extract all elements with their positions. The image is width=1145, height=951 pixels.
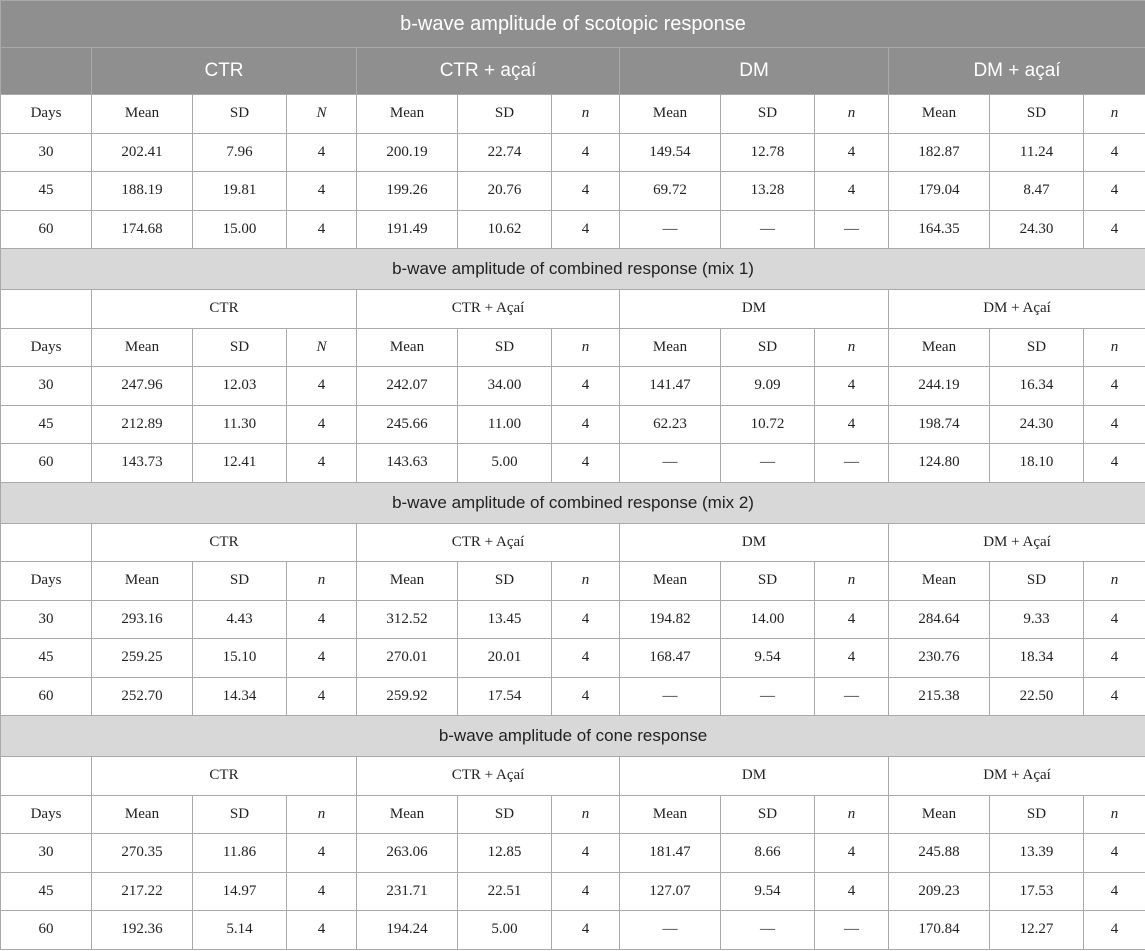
data-cell: 202.41 xyxy=(92,133,193,172)
data-cell: 12.41 xyxy=(193,444,287,483)
column-header: n xyxy=(552,95,620,134)
column-header: n xyxy=(552,795,620,834)
data-cell: 270.35 xyxy=(92,834,193,873)
days-cell: 60 xyxy=(1,911,92,950)
days-cell: 45 xyxy=(1,872,92,911)
data-cell: 12.03 xyxy=(193,367,287,406)
data-cell: 200.19 xyxy=(357,133,458,172)
data-cell: 4.43 xyxy=(193,600,287,639)
group-header: CTR xyxy=(92,523,357,562)
days-cell: 45 xyxy=(1,172,92,211)
data-cell: 11.30 xyxy=(193,405,287,444)
data-cell: 11.86 xyxy=(193,834,287,873)
data-cell: 284.64 xyxy=(889,600,990,639)
data-cell: 4 xyxy=(1084,367,1145,406)
group-header: DM xyxy=(620,290,889,329)
days-cell: 30 xyxy=(1,367,92,406)
data-cell: 11.00 xyxy=(458,405,552,444)
data-cell: 270.01 xyxy=(357,639,458,678)
days-cell: 30 xyxy=(1,600,92,639)
data-cell: 4 xyxy=(1084,444,1145,483)
section-3-title-row xyxy=(1,482,1145,523)
data-cell: 15.00 xyxy=(193,210,287,249)
empty-corner-cell xyxy=(1,757,92,796)
data-cell: 10.62 xyxy=(458,210,552,249)
section-3-group-row xyxy=(1,523,1145,562)
section-title: b-wave amplitude of combined response (mix 2) xyxy=(1,482,1145,523)
column-header: Mean xyxy=(620,95,721,134)
data-cell: 312.52 xyxy=(357,600,458,639)
data-cell: 182.87 xyxy=(889,133,990,172)
data-cell: 5.14 xyxy=(193,911,287,950)
group-header: DM + Açaí xyxy=(889,523,1145,562)
table-row xyxy=(1,405,1145,444)
data-cell: 4 xyxy=(552,367,620,406)
data-cell: — xyxy=(721,911,815,950)
data-cell: 7.96 xyxy=(193,133,287,172)
data-cell: 4 xyxy=(815,405,889,444)
data-cell: 4 xyxy=(287,172,357,211)
column-header: n xyxy=(1084,95,1145,134)
column-header: Mean xyxy=(92,562,193,601)
column-header: N xyxy=(287,328,357,367)
section-2-group-row xyxy=(1,290,1145,329)
column-header: Mean xyxy=(92,795,193,834)
data-cell: 194.82 xyxy=(620,600,721,639)
group-header: CTR + Açaí xyxy=(357,290,620,329)
data-cell: — xyxy=(721,210,815,249)
data-cell: 24.30 xyxy=(990,405,1084,444)
data-cell: 4 xyxy=(287,367,357,406)
data-cell: 14.00 xyxy=(721,600,815,639)
column-header: Days xyxy=(1,95,92,134)
group-header: CTR + Açaí xyxy=(357,757,620,796)
group-header: CTR + açaí xyxy=(357,48,620,95)
column-header: Mean xyxy=(357,795,458,834)
section-title: b-wave amplitude of scotopic response xyxy=(1,1,1145,48)
data-cell: 13.28 xyxy=(721,172,815,211)
data-cell: 168.47 xyxy=(620,639,721,678)
data-cell: — xyxy=(620,911,721,950)
data-cell: 4 xyxy=(1084,600,1145,639)
data-cell: 4 xyxy=(552,872,620,911)
data-cell: 4 xyxy=(287,639,357,678)
column-header: Mean xyxy=(92,95,193,134)
data-cell: 14.34 xyxy=(193,677,287,716)
data-cell: 4 xyxy=(552,405,620,444)
data-cell: 4 xyxy=(1084,172,1145,211)
data-cell: 10.72 xyxy=(721,405,815,444)
column-header: n xyxy=(815,328,889,367)
table-row xyxy=(1,133,1145,172)
data-cell: 9.54 xyxy=(721,639,815,678)
column-header: SD xyxy=(193,328,287,367)
data-cell: 8.47 xyxy=(990,172,1084,211)
table-row xyxy=(1,677,1145,716)
data-cell: 4 xyxy=(815,872,889,911)
data-cell: 259.25 xyxy=(92,639,193,678)
data-cell: 15.10 xyxy=(193,639,287,678)
column-header: SD xyxy=(721,795,815,834)
data-cell: 4 xyxy=(552,210,620,249)
data-cell: — xyxy=(620,210,721,249)
days-cell: 30 xyxy=(1,133,92,172)
column-header: SD xyxy=(193,795,287,834)
data-cell: 17.54 xyxy=(458,677,552,716)
table-row xyxy=(1,639,1145,678)
data-cell: 4 xyxy=(1084,639,1145,678)
column-header: n xyxy=(1084,795,1145,834)
data-cell: 230.76 xyxy=(889,639,990,678)
data-cell: 13.39 xyxy=(990,834,1084,873)
column-header: SD xyxy=(721,95,815,134)
data-cell: 4 xyxy=(287,872,357,911)
data-cell: 9.54 xyxy=(721,872,815,911)
data-cell: 20.01 xyxy=(458,639,552,678)
data-cell: 5.00 xyxy=(458,444,552,483)
column-header: Mean xyxy=(889,562,990,601)
section-1-group-row xyxy=(1,48,1145,95)
table-row xyxy=(1,834,1145,873)
table-row xyxy=(1,367,1145,406)
data-cell: 4 xyxy=(287,834,357,873)
table-row xyxy=(1,172,1145,211)
column-header: n xyxy=(815,95,889,134)
data-cell: 293.16 xyxy=(92,600,193,639)
data-cell: 199.26 xyxy=(357,172,458,211)
data-cell: 4 xyxy=(287,677,357,716)
data-cell: 215.38 xyxy=(889,677,990,716)
days-cell: 45 xyxy=(1,405,92,444)
data-cell: 13.45 xyxy=(458,600,552,639)
column-header: Days xyxy=(1,328,92,367)
data-cell: 263.06 xyxy=(357,834,458,873)
data-cell: 4 xyxy=(287,600,357,639)
data-cell: — xyxy=(620,677,721,716)
data-cell: 124.80 xyxy=(889,444,990,483)
group-header: DM xyxy=(620,757,889,796)
column-header: Days xyxy=(1,795,92,834)
days-cell: 45 xyxy=(1,639,92,678)
data-cell: 4 xyxy=(1084,677,1145,716)
data-cell: 252.70 xyxy=(92,677,193,716)
data-cell: 4 xyxy=(552,172,620,211)
data-cell: 11.24 xyxy=(990,133,1084,172)
data-cell: 4 xyxy=(287,444,357,483)
data-cell: 8.66 xyxy=(721,834,815,873)
data-cell: 62.23 xyxy=(620,405,721,444)
section-4-subheader-row xyxy=(1,795,1145,834)
days-cell: 30 xyxy=(1,834,92,873)
data-cell: 4 xyxy=(815,133,889,172)
table-row xyxy=(1,600,1145,639)
data-cell: 244.19 xyxy=(889,367,990,406)
column-header: SD xyxy=(193,562,287,601)
data-cell: 17.53 xyxy=(990,872,1084,911)
column-header: n xyxy=(287,795,357,834)
data-cell: 259.92 xyxy=(357,677,458,716)
column-header: Mean xyxy=(620,795,721,834)
section-4-title-row xyxy=(1,716,1145,757)
table-row xyxy=(1,210,1145,249)
section-title: b-wave amplitude of cone response xyxy=(1,716,1145,757)
data-cell: 19.81 xyxy=(193,172,287,211)
data-cell: — xyxy=(815,677,889,716)
data-cell: 4 xyxy=(287,210,357,249)
data-cell: 149.54 xyxy=(620,133,721,172)
data-cell: 18.10 xyxy=(990,444,1084,483)
days-cell: 60 xyxy=(1,677,92,716)
group-header: DM + Açaí xyxy=(889,290,1145,329)
data-cell: 12.85 xyxy=(458,834,552,873)
data-cell: 141.47 xyxy=(620,367,721,406)
data-cell: 191.49 xyxy=(357,210,458,249)
column-header: Mean xyxy=(620,328,721,367)
data-cell: 16.34 xyxy=(990,367,1084,406)
data-cell: 143.63 xyxy=(357,444,458,483)
group-header: CTR xyxy=(92,290,357,329)
data-cell: — xyxy=(721,444,815,483)
data-cell: 4 xyxy=(1084,872,1145,911)
data-cell: 181.47 xyxy=(620,834,721,873)
data-cell: 4 xyxy=(1084,405,1145,444)
data-cell: 188.19 xyxy=(92,172,193,211)
data-cell: 18.34 xyxy=(990,639,1084,678)
column-header: n xyxy=(1084,328,1145,367)
column-header: Mean xyxy=(92,328,193,367)
data-cell: 192.36 xyxy=(92,911,193,950)
column-header: SD xyxy=(990,328,1084,367)
data-cell: 4 xyxy=(815,639,889,678)
data-cell: 4 xyxy=(552,600,620,639)
data-cell: 4 xyxy=(552,444,620,483)
data-cell: 245.66 xyxy=(357,405,458,444)
data-cell: 4 xyxy=(815,172,889,211)
column-header: SD xyxy=(458,795,552,834)
column-header: n xyxy=(287,562,357,601)
data-cell: — xyxy=(815,210,889,249)
column-header: Mean xyxy=(889,328,990,367)
column-header: SD xyxy=(721,328,815,367)
column-header: n xyxy=(815,562,889,601)
empty-corner-cell xyxy=(1,523,92,562)
column-header: N xyxy=(287,95,357,134)
data-cell: 4 xyxy=(552,639,620,678)
group-header: CTR xyxy=(92,757,357,796)
section-1-subheader-row xyxy=(1,95,1145,134)
data-cell: 12.78 xyxy=(721,133,815,172)
data-cell: 174.68 xyxy=(92,210,193,249)
data-cell: 231.71 xyxy=(357,872,458,911)
data-cell: 4 xyxy=(815,367,889,406)
data-cell: 4 xyxy=(287,405,357,444)
group-header: DM xyxy=(620,523,889,562)
data-cell: 127.07 xyxy=(620,872,721,911)
data-cell: 164.35 xyxy=(889,210,990,249)
column-header: Mean xyxy=(357,95,458,134)
data-cell: 14.97 xyxy=(193,872,287,911)
section-2-title-row xyxy=(1,249,1145,290)
section-title: b-wave amplitude of combined response (mix 1) xyxy=(1,249,1145,290)
data-cell: 217.22 xyxy=(92,872,193,911)
data-cell: 20.76 xyxy=(458,172,552,211)
column-header: SD xyxy=(990,562,1084,601)
table-row xyxy=(1,444,1145,483)
data-cell: 4 xyxy=(815,834,889,873)
data-cell: 4 xyxy=(1084,133,1145,172)
data-cell: 4 xyxy=(552,911,620,950)
data-cell: 9.33 xyxy=(990,600,1084,639)
column-header: n xyxy=(1084,562,1145,601)
data-cell: 245.88 xyxy=(889,834,990,873)
section-4-group-row xyxy=(1,757,1145,796)
days-cell: 60 xyxy=(1,210,92,249)
column-header: SD xyxy=(458,328,552,367)
data-cell: 22.50 xyxy=(990,677,1084,716)
column-header: Mean xyxy=(357,328,458,367)
column-header: SD xyxy=(193,95,287,134)
data-cell: 198.74 xyxy=(889,405,990,444)
column-header: Mean xyxy=(889,95,990,134)
data-cell: 12.27 xyxy=(990,911,1084,950)
data-cell: 34.00 xyxy=(458,367,552,406)
data-cell: 22.74 xyxy=(458,133,552,172)
empty-corner-cell xyxy=(1,290,92,329)
data-cell: 4 xyxy=(1084,834,1145,873)
data-cell: 4 xyxy=(287,133,357,172)
data-cell: 194.24 xyxy=(357,911,458,950)
group-header: CTR xyxy=(92,48,357,95)
column-header: Mean xyxy=(620,562,721,601)
data-cell: 4 xyxy=(1084,210,1145,249)
column-header: SD xyxy=(721,562,815,601)
data-cell: 9.09 xyxy=(721,367,815,406)
data-cell: 247.96 xyxy=(92,367,193,406)
section-3-subheader-row xyxy=(1,562,1145,601)
data-cell: 242.07 xyxy=(357,367,458,406)
data-cell: — xyxy=(721,677,815,716)
column-header: n xyxy=(552,562,620,601)
data-cell: — xyxy=(815,444,889,483)
section-1-title-row xyxy=(1,1,1145,48)
empty-corner-cell xyxy=(1,48,92,95)
group-header: DM + açaí xyxy=(889,48,1145,95)
data-cell: 4 xyxy=(552,677,620,716)
data-cell: 143.73 xyxy=(92,444,193,483)
column-header: SD xyxy=(458,562,552,601)
days-cell: 60 xyxy=(1,444,92,483)
group-header: DM xyxy=(620,48,889,95)
column-header: Mean xyxy=(357,562,458,601)
column-header: Mean xyxy=(889,795,990,834)
data-cell: 4 xyxy=(552,133,620,172)
column-header: SD xyxy=(458,95,552,134)
data-cell: 209.23 xyxy=(889,872,990,911)
column-header: n xyxy=(815,795,889,834)
section-2-subheader-row xyxy=(1,328,1145,367)
data-cell: 22.51 xyxy=(458,872,552,911)
column-header: SD xyxy=(990,95,1084,134)
data-cell: 24.30 xyxy=(990,210,1084,249)
column-header: Days xyxy=(1,562,92,601)
group-header: CTR + Açaí xyxy=(357,523,620,562)
data-cell: 4 xyxy=(552,834,620,873)
data-cell: 179.04 xyxy=(889,172,990,211)
table-row xyxy=(1,911,1145,950)
data-cell: 4 xyxy=(287,911,357,950)
data-cell: 4 xyxy=(815,600,889,639)
column-header: n xyxy=(552,328,620,367)
data-cell: 69.72 xyxy=(620,172,721,211)
table-row xyxy=(1,872,1145,911)
column-header: SD xyxy=(990,795,1084,834)
data-cell: 4 xyxy=(1084,911,1145,950)
data-cell: — xyxy=(815,911,889,950)
data-cell: 170.84 xyxy=(889,911,990,950)
data-cell: 212.89 xyxy=(92,405,193,444)
group-header: DM + Açaí xyxy=(889,757,1145,796)
data-cell: — xyxy=(620,444,721,483)
data-cell: 5.00 xyxy=(458,911,552,950)
